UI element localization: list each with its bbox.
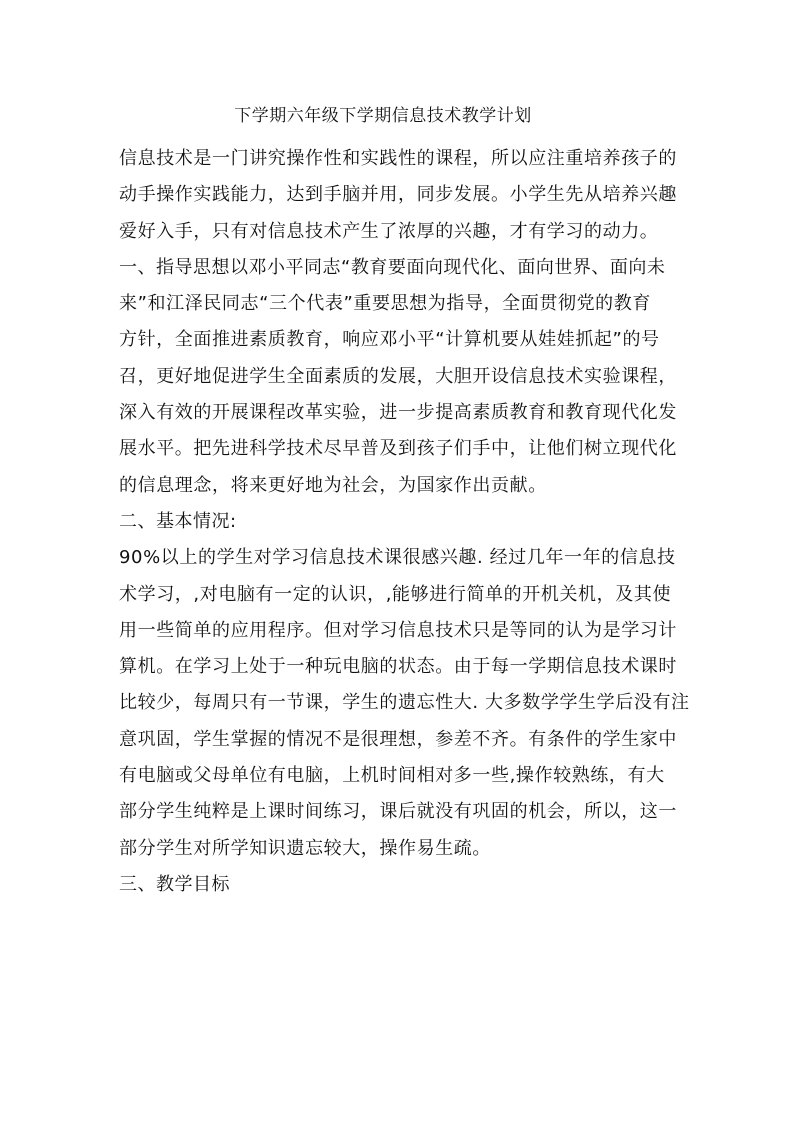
body-line-10: 的信息理念，将来更好地为社会，为国家作出贡献。 <box>119 474 547 496</box>
document-title-text: 下学期六年级下学期信息技术教学计划 <box>234 106 532 126</box>
section-heading-teaching-goals: 三、教学目标 <box>119 873 230 895</box>
document-body <box>119 141 690 903</box>
body-line-6: 方针，全面推进素质教育，响应邓小平“计算机要从娃娃抓起”的号 <box>119 329 660 351</box>
body-line-19: 部分学生纯粹是上课时间练习，课后就没有巩固的机会，所以，这一 <box>119 801 677 823</box>
body-line-2: 动手操作实践能力，达到手脑并用，同步发展。小学生先从培养兴趣 <box>119 184 677 206</box>
body-line-1: 信息技术是一门讲究操作性和实践性的课程，所以应注重培养孩子的 <box>119 148 677 169</box>
section-heading-guiding-ideology: 一、指导思想以邓小平同志“教育要面向现代化、面向世界、面向未 <box>119 256 666 278</box>
body-line-14: 用一些简单的应用程序。但对学习信息技术只是等同的认为是学习计 <box>119 619 677 641</box>
section-heading-basic-situation: 二、基本情况: <box>119 510 237 532</box>
body-line-18: 有电脑或父母单位有电脑，上机时间相对多一些,操作较熟练，有大 <box>119 765 665 787</box>
body-line-16: 比较少，每周只有一节课，学生的遗忘性大. 大多数学学生学后没有注 <box>119 692 690 714</box>
body-line-3: 爱好入手，只有对信息技术产生了浓厚的兴趣，才有学习的动力。 <box>119 220 659 242</box>
body-line-8: 深入有效的开展课程改革实验，进一步提高素质教育和教育现代化发 <box>119 402 677 424</box>
body-line-15: 算机。在学习上处于一种玩电脑的状态。由于每一学期信息技术课时 <box>119 656 677 678</box>
body-line-13: 术学习，,对电脑有一定的认识，,能够进行简单的开机关机，及其使 <box>119 583 672 605</box>
body-line-17: 意巩固，学生掌握的情况不是很理想，参差不齐。有条件的学生家中 <box>119 728 677 750</box>
body-line-20: 部分学生对所学知识遗忘较大，操作易生疏。 <box>119 837 491 859</box>
document-title <box>0 104 794 128</box>
body-line-7: 召，更好地促进学生全面素质的发展，大胆开设信息技术实验课程， <box>119 365 677 387</box>
body-line-9: 展水平。把先进科学技术尽早普及到孩子们手中，让他们树立现代化 <box>119 438 677 460</box>
body-line-12: 90%以上的学生对学习信息技术课很感兴趣. 经过几年一年的信息技 <box>119 547 676 569</box>
body-line-5: 来”和江泽民同志“三个代表”重要思想为指导，全面贯彻党的教育 <box>119 293 651 315</box>
